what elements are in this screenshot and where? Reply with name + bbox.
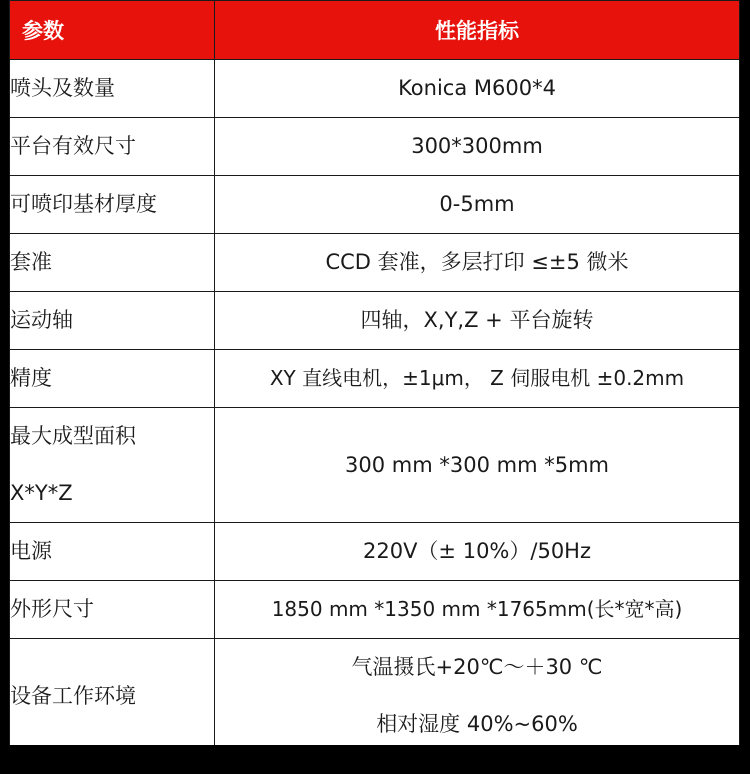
- row-value: 300 mm *300 mm *5mm: [215, 408, 740, 523]
- header-param: 参数: [10, 1, 215, 60]
- table-header-row: [10, 1, 740, 60]
- row-value: 1850 mm *1350 mm *1765mm(长*宽*高): [215, 581, 740, 639]
- table-row: [10, 176, 740, 234]
- row-value: 0-5mm: [215, 176, 740, 234]
- row-value: CCD 套准，多层打印 ≤±5 微米: [215, 234, 740, 292]
- table-row: [10, 639, 740, 754]
- row-value: 300*300mm: [215, 118, 740, 176]
- row-label: 运动轴: [10, 292, 215, 350]
- row-value: XY 直线电机，±1μm， Z 伺服电机 ±0.2mm: [215, 350, 740, 408]
- table-row: [10, 523, 740, 581]
- row-label: 套准: [10, 234, 215, 292]
- table-row: [10, 292, 740, 350]
- table-row: [10, 60, 740, 118]
- table-row: [10, 581, 740, 639]
- row-label: 外形尺寸: [10, 581, 215, 639]
- table-row: [10, 408, 740, 523]
- spec-table: [9, 0, 740, 754]
- row-value: 四轴，X,Y,Z + 平台旋转: [215, 292, 740, 350]
- row-value: 气温摄氏+20℃～＋30 ℃ 相对湿度 40%~60%: [215, 639, 740, 754]
- table-row: [10, 234, 740, 292]
- row-value: 220V（± 10%）/50Hz: [215, 523, 740, 581]
- header-spec: 性能指标: [215, 1, 740, 60]
- row-label: 设备工作环境: [10, 639, 215, 754]
- row-value: Konica M600*4: [215, 60, 740, 118]
- row-label: 电源: [10, 523, 215, 581]
- spec-table-panel: [9, 0, 739, 745]
- bottom-border: [0, 745, 750, 774]
- row-label: 最大成型面积 X*Y*Z: [10, 408, 215, 523]
- table-row: [10, 350, 740, 408]
- row-label: 平台有效尺寸: [10, 118, 215, 176]
- row-label: 精度: [10, 350, 215, 408]
- table-row: [10, 118, 740, 176]
- row-label: 喷头及数量: [10, 60, 215, 118]
- row-label: 可喷印基材厚度: [10, 176, 215, 234]
